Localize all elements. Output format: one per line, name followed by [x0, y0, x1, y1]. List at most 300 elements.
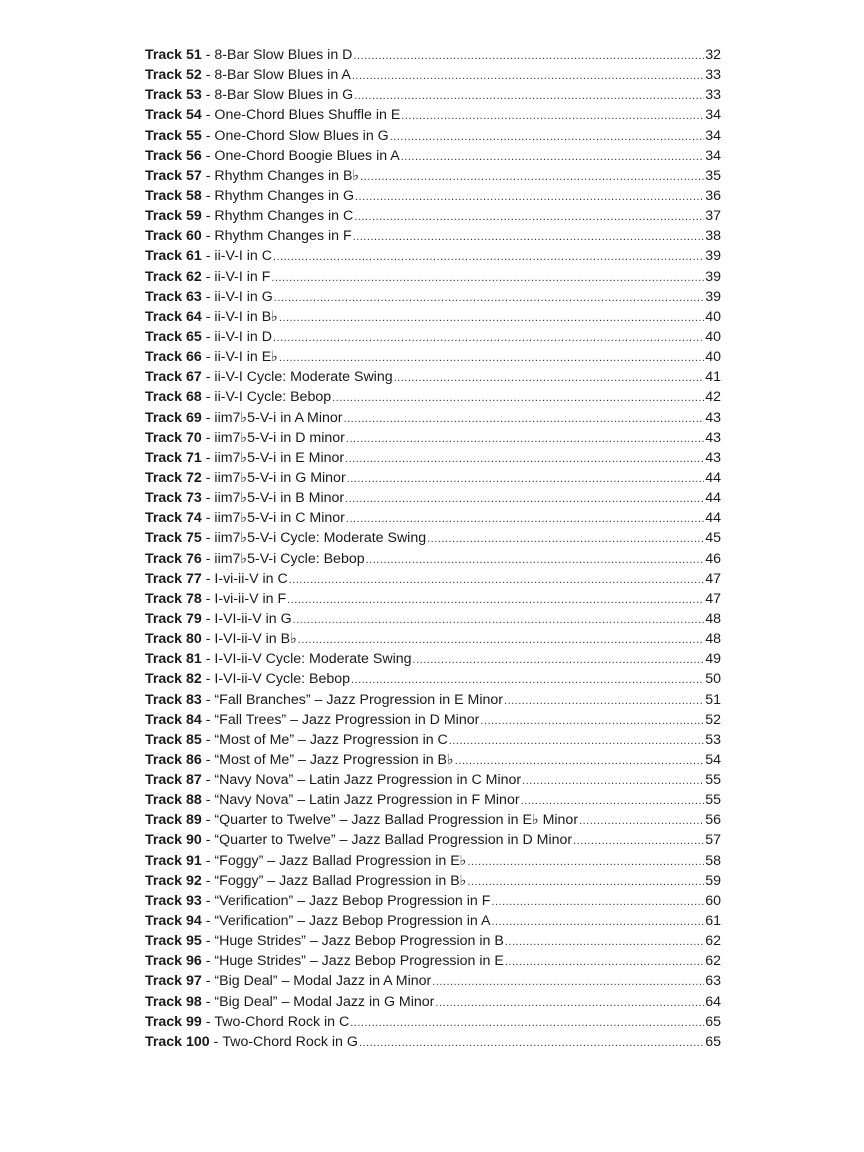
toc-entry[interactable]	[145, 146, 721, 166]
track-label: Track 93	[145, 892, 202, 909]
track-title: 8-Bar Slow Blues in G	[214, 87, 354, 104]
track-title: Rhythm Changes in C	[214, 208, 354, 225]
track-label: Track 69	[145, 409, 202, 426]
dot-leader	[521, 791, 705, 811]
toc-entry[interactable]	[145, 891, 721, 911]
toc-entry[interactable]	[145, 629, 721, 649]
track-label: Track 64	[145, 308, 202, 325]
track-title: “Fall Trees” – Jazz Progression in D Minor	[214, 711, 480, 728]
track-title: Rhythm Changes in B♭	[214, 167, 360, 184]
toc-entry[interactable]	[145, 287, 721, 307]
track-label: Track 76	[145, 550, 202, 567]
page-number: 62	[705, 933, 721, 950]
dot-leader	[293, 610, 705, 630]
track-label: Track 58	[145, 187, 202, 204]
dot-leader	[366, 550, 705, 570]
track-title: ii-V-I in B♭	[214, 308, 278, 325]
page-number: 52	[705, 711, 721, 728]
track-title: “Most of Me” – Jazz Progression in C	[214, 731, 448, 748]
separator: -	[201, 167, 215, 184]
page-number: 43	[705, 409, 721, 426]
track-label: Track 90	[145, 832, 202, 849]
track-label: Track 89	[145, 812, 202, 829]
toc-entry[interactable]	[145, 186, 721, 206]
track-title: ii-V-I in F	[214, 268, 271, 285]
toc-entry[interactable]	[145, 931, 721, 951]
separator: -	[201, 208, 215, 225]
page-number: 39	[705, 268, 721, 285]
page-number: 65	[705, 1013, 721, 1030]
separator: -	[201, 328, 215, 345]
toc-entry[interactable]	[145, 126, 721, 146]
dot-leader	[480, 711, 704, 731]
page-number: 58	[705, 852, 721, 869]
toc-entry[interactable]	[145, 871, 721, 891]
page-number: 34	[705, 107, 721, 124]
toc-entry[interactable]	[145, 810, 721, 830]
track-title: iim7♭5-V-i in G Minor	[214, 469, 346, 486]
track-label: Track 62	[145, 268, 202, 285]
dot-leader	[579, 811, 704, 831]
track-title: I-VI-ii-V Cycle: Moderate Swing	[214, 651, 412, 668]
toc-entry[interactable]	[145, 105, 721, 125]
separator: -	[201, 610, 215, 627]
track-label: Track 73	[145, 490, 202, 507]
page-number: 39	[705, 288, 721, 305]
separator: -	[201, 67, 215, 84]
track-label: Track 77	[145, 570, 202, 587]
page-number: 54	[705, 751, 721, 768]
dot-leader	[346, 509, 704, 529]
dot-leader	[359, 1033, 704, 1053]
dot-leader	[332, 388, 704, 408]
track-title: ii-V-I in C	[214, 248, 272, 265]
track-title: Two-Chord Rock in C	[214, 1013, 350, 1030]
page-number: 34	[705, 127, 721, 144]
track-title: One-Chord Blues Shuffle in E	[214, 107, 401, 124]
track-title: “Quarter to Twelve” – Jazz Ballad Progression in D Minor	[214, 832, 573, 849]
separator: -	[201, 490, 215, 507]
separator: -	[201, 288, 215, 305]
dot-leader	[467, 872, 704, 892]
separator: -	[201, 308, 215, 325]
page-number: 36	[705, 187, 721, 204]
track-title: ii-V-I Cycle: Bebop	[214, 389, 332, 406]
page-number: 63	[705, 973, 721, 990]
separator: -	[201, 711, 215, 728]
track-label: Track 80	[145, 631, 202, 648]
page-number: 46	[705, 550, 721, 567]
track-label: Track 87	[145, 772, 202, 789]
separator: -	[201, 228, 215, 245]
toc-entry[interactable]	[145, 589, 721, 609]
track-title: Rhythm Changes in F	[214, 228, 352, 245]
toc-entry[interactable]	[145, 669, 721, 689]
track-title: iim7♭5-V-i in A Minor	[214, 409, 343, 426]
dot-leader	[491, 892, 704, 912]
separator: -	[201, 751, 215, 768]
page-number: 57	[705, 832, 721, 849]
track-title: iim7♭5-V-i Cycle: Moderate Swing	[214, 530, 427, 547]
track-title: iim7♭5-V-i Cycle: Bebop	[214, 550, 365, 567]
toc-entry[interactable]	[145, 488, 721, 508]
toc-entry[interactable]	[145, 267, 721, 287]
toc-entry[interactable]	[145, 528, 721, 548]
track-title: I-VI-ii-V in B♭	[214, 631, 297, 648]
page-number: 33	[705, 67, 721, 84]
page-number: 62	[705, 953, 721, 970]
page-number: 55	[705, 792, 721, 809]
page-number: 34	[705, 147, 721, 164]
track-label: Track 63	[145, 288, 202, 305]
toc-entry[interactable]	[145, 347, 721, 367]
track-label: Track 68	[145, 389, 202, 406]
toc-entry[interactable]	[145, 992, 721, 1012]
toc-entry[interactable]	[145, 971, 721, 991]
track-label: Track 57	[145, 167, 202, 184]
toc-entry[interactable]	[145, 45, 721, 65]
separator: -	[201, 933, 215, 950]
track-title: iim7♭5-V-i in D minor	[214, 429, 345, 446]
track-title: iim7♭5-V-i in B Minor	[214, 490, 345, 507]
toc-entry[interactable]	[145, 569, 721, 589]
page-number: 47	[705, 590, 721, 607]
toc-entry[interactable]	[145, 246, 721, 266]
toc-entry[interactable]	[145, 65, 721, 85]
dot-leader	[491, 912, 704, 932]
page-number: 42	[705, 389, 721, 406]
track-label: Track 86	[145, 751, 202, 768]
track-title: iim7♭5-V-i in C Minor	[214, 510, 345, 527]
page-number: 47	[705, 570, 721, 587]
page-number: 38	[705, 228, 721, 245]
dot-leader	[573, 831, 704, 851]
toc-entry[interactable]	[145, 790, 721, 810]
toc-entry[interactable]	[145, 367, 721, 387]
separator: -	[201, 772, 215, 789]
toc-entry[interactable]	[145, 387, 721, 407]
track-label: Track 85	[145, 731, 202, 748]
separator: -	[201, 268, 215, 285]
dot-leader	[279, 348, 704, 368]
track-label: Track 67	[145, 369, 202, 386]
toc-entry[interactable]	[145, 609, 721, 629]
track-label: Track 95	[145, 933, 202, 950]
toc-entry[interactable]	[145, 911, 721, 931]
track-title: I-VI-ii-V in G	[214, 610, 292, 627]
page-number: 55	[705, 772, 721, 789]
toc-entry[interactable]	[145, 408, 721, 428]
separator: -	[201, 147, 215, 164]
page-number: 43	[705, 449, 721, 466]
separator: -	[201, 469, 215, 486]
separator: -	[201, 87, 215, 104]
track-label: Track 61	[145, 248, 202, 265]
track-label: Track 97	[145, 973, 202, 990]
track-label: Track 65	[145, 328, 202, 345]
dot-leader	[435, 993, 704, 1013]
dot-leader	[505, 952, 704, 972]
track-label: Track 79	[145, 610, 202, 627]
page-number: 40	[705, 308, 721, 325]
dot-leader	[467, 852, 704, 872]
separator: -	[201, 631, 215, 648]
track-title: ii-V-I in D	[214, 328, 272, 345]
dot-leader	[344, 409, 705, 429]
toc-entry[interactable]	[145, 710, 721, 730]
separator: -	[201, 832, 215, 849]
dot-leader	[346, 429, 704, 449]
separator: -	[201, 127, 215, 144]
dot-leader	[360, 167, 704, 187]
dot-leader	[401, 147, 704, 167]
track-title: Two-Chord Rock in G	[222, 1033, 358, 1050]
page-number: 40	[705, 328, 721, 345]
track-label: Track 66	[145, 349, 202, 366]
track-label: Track 92	[145, 872, 202, 889]
track-title: 8-Bar Slow Blues in D	[214, 47, 353, 63]
toc-entry[interactable]	[145, 1032, 721, 1052]
separator: -	[201, 651, 215, 668]
separator: -	[201, 248, 215, 265]
page-number: 41	[705, 369, 721, 386]
toc-entry[interactable]	[145, 206, 721, 226]
track-label: Track 78	[145, 590, 202, 607]
dot-leader	[298, 630, 704, 650]
separator: -	[201, 550, 215, 567]
page-number: 59	[705, 872, 721, 889]
page-number: 32	[705, 47, 721, 63]
track-label: Track 51	[145, 47, 202, 63]
track-label: Track 70	[145, 429, 202, 446]
page-number: 33	[705, 87, 721, 104]
toc-entry[interactable]	[145, 166, 721, 186]
dot-leader	[271, 268, 704, 288]
track-label: Track 96	[145, 953, 202, 970]
separator: -	[201, 953, 215, 970]
track-label: Track 84	[145, 711, 202, 728]
separator: -	[201, 872, 215, 889]
separator: -	[201, 510, 215, 527]
track-title: “Quarter to Twelve” – Jazz Ballad Progression in E♭ Minor	[214, 812, 579, 829]
toc-entry[interactable]	[145, 307, 721, 327]
page-number: 37	[705, 208, 721, 225]
toc-entry[interactable]	[145, 1012, 721, 1032]
track-label: Track 99	[145, 1013, 202, 1030]
separator: -	[201, 369, 215, 386]
track-label: Track 94	[145, 913, 202, 930]
separator: -	[201, 691, 215, 708]
dot-leader	[432, 972, 704, 992]
page-number: 40	[705, 349, 721, 366]
track-label: Track 59	[145, 208, 202, 225]
track-label: Track 55	[145, 127, 202, 144]
dot-leader	[427, 529, 704, 549]
separator: -	[201, 671, 215, 688]
dot-leader	[273, 247, 704, 267]
page-number: 48	[705, 631, 721, 648]
dot-leader	[354, 86, 704, 106]
dot-leader	[413, 650, 705, 670]
separator: -	[209, 1033, 223, 1050]
track-title: I-vi-ii-V in F	[214, 590, 287, 607]
track-title: “Verification” – Jazz Bebop Progression in F	[214, 892, 491, 909]
track-title: “Huge Strides” – Jazz Bebop Progression in E	[214, 953, 504, 970]
separator: -	[201, 993, 215, 1010]
track-title: “Big Deal” – Modal Jazz in G Minor	[214, 993, 435, 1010]
separator: -	[201, 187, 215, 204]
track-title: “Navy Nova” – Latin Jazz Progression in C Minor	[214, 772, 522, 789]
track-label: Track 81	[145, 651, 202, 668]
page-number: 44	[705, 510, 721, 527]
dot-leader	[347, 469, 705, 489]
track-title: “Big Deal” – Modal Jazz in A Minor	[214, 973, 432, 990]
separator: -	[201, 913, 215, 930]
track-label: Track 56	[145, 147, 202, 164]
separator: -	[201, 389, 215, 406]
track-label: Track 53	[145, 87, 202, 104]
track-title: “Foggy” – Jazz Ballad Progression in B♭	[214, 872, 467, 889]
page-number: 45	[705, 530, 721, 547]
dot-leader	[273, 328, 704, 348]
track-label: Track 91	[145, 852, 202, 869]
dot-leader	[355, 187, 704, 207]
toc-entry[interactable]	[145, 226, 721, 246]
dot-leader	[345, 489, 704, 509]
track-title: “Huge Strides” – Jazz Bebop Progression in B	[214, 933, 504, 950]
dot-leader	[274, 288, 704, 308]
dot-leader	[401, 106, 704, 126]
track-title: “Fall Branches” – Jazz Progression in E Minor	[214, 691, 504, 708]
page-number: 51	[705, 691, 721, 708]
track-title: Rhythm Changes in G	[214, 187, 354, 204]
track-title: 8-Bar Slow Blues in A	[214, 67, 351, 84]
dot-leader	[354, 207, 704, 227]
separator: -	[201, 892, 215, 909]
separator: -	[201, 409, 215, 426]
separator: -	[201, 731, 215, 748]
track-title: One-Chord Slow Blues in G	[214, 127, 389, 144]
dot-leader	[351, 670, 704, 690]
track-title: ii-V-I in G	[214, 288, 273, 305]
toc-entry[interactable]	[145, 830, 721, 850]
page-number: 43	[705, 429, 721, 446]
page-number: 64	[705, 993, 721, 1010]
page-number: 60	[705, 892, 721, 909]
toc-entry[interactable]	[145, 448, 721, 468]
page-number: 61	[705, 913, 721, 930]
track-label: Track 88	[145, 792, 202, 809]
separator: -	[201, 570, 215, 587]
page-number: 53	[705, 731, 721, 748]
page-number: 48	[705, 610, 721, 627]
dot-leader	[394, 368, 705, 388]
dot-leader	[504, 691, 704, 711]
separator: -	[201, 590, 215, 607]
track-title: “Foggy” – Jazz Ballad Progression in E♭	[214, 852, 467, 869]
track-label: Track 98	[145, 993, 202, 1010]
toc-entry[interactable]	[145, 730, 721, 750]
dot-leader	[522, 771, 704, 791]
page-number: 56	[705, 812, 721, 829]
dot-leader	[505, 932, 704, 952]
separator: -	[201, 792, 215, 809]
track-title: “Navy Nova” – Latin Jazz Progression in F Minor	[214, 792, 520, 809]
track-title: ii-V-I in E♭	[214, 349, 278, 366]
page-number: 49	[705, 651, 721, 668]
separator: -	[201, 812, 215, 829]
track-label: Track 75	[145, 530, 202, 547]
track-label: Track 72	[145, 469, 202, 486]
separator: -	[201, 429, 215, 446]
separator: -	[201, 449, 215, 466]
page-number: 65	[705, 1033, 721, 1050]
toc-entry[interactable]	[145, 770, 721, 790]
toc-entry[interactable]	[145, 428, 721, 448]
track-title: “Most of Me” – Jazz Progression in B♭	[214, 751, 454, 768]
separator: -	[201, 852, 215, 869]
track-label: Track 60	[145, 228, 202, 245]
page-number: 44	[705, 490, 721, 507]
table-of-contents	[145, 45, 721, 1052]
track-title: “Verification” – Jazz Bebop Progression in A	[214, 913, 491, 930]
page-number: 39	[705, 248, 721, 265]
separator: -	[201, 973, 215, 990]
dot-leader	[289, 570, 704, 590]
track-title: I-VI-ii-V Cycle: Bebop	[214, 671, 351, 688]
dot-leader	[345, 449, 704, 469]
separator: -	[201, 349, 215, 366]
dot-leader	[449, 731, 704, 751]
track-label: Track 100	[145, 1033, 210, 1050]
toc-entry[interactable]	[145, 649, 721, 669]
page-number: 50	[705, 671, 721, 688]
toc-entry[interactable]	[145, 690, 721, 710]
dot-leader	[353, 227, 705, 247]
track-title: iim7♭5-V-i in E Minor	[214, 449, 345, 466]
dot-leader	[279, 308, 704, 328]
separator: -	[201, 530, 215, 547]
dot-leader	[390, 127, 705, 147]
track-label: Track 83	[145, 691, 202, 708]
toc-entry[interactable]	[145, 750, 721, 770]
toc-entry[interactable]	[145, 549, 721, 569]
separator: -	[201, 107, 215, 124]
track-label: Track 82	[145, 671, 202, 688]
dot-leader	[455, 751, 705, 771]
toc-entry[interactable]	[145, 327, 721, 347]
toc-entry[interactable]	[145, 468, 721, 488]
dot-leader	[350, 1013, 704, 1033]
track-title: ii-V-I Cycle: Moderate Swing	[214, 369, 393, 386]
toc-entry[interactable]	[145, 508, 721, 528]
track-title: One-Chord Boogie Blues in A	[214, 147, 400, 164]
page-number: 44	[705, 469, 721, 486]
track-title: I-vi-ii-V in C	[214, 570, 288, 587]
separator: -	[201, 1013, 215, 1030]
toc-entry[interactable]	[145, 85, 721, 105]
track-label: Track 74	[145, 510, 202, 527]
toc-entry[interactable]	[145, 951, 721, 971]
dot-leader	[353, 46, 704, 66]
track-label: Track 52	[145, 67, 202, 84]
separator: -	[201, 47, 215, 63]
track-label: Track 71	[145, 449, 202, 466]
toc-entry[interactable]	[145, 851, 721, 871]
track-label: Track 54	[145, 107, 202, 124]
dot-leader	[352, 66, 704, 86]
dot-leader	[287, 590, 704, 610]
